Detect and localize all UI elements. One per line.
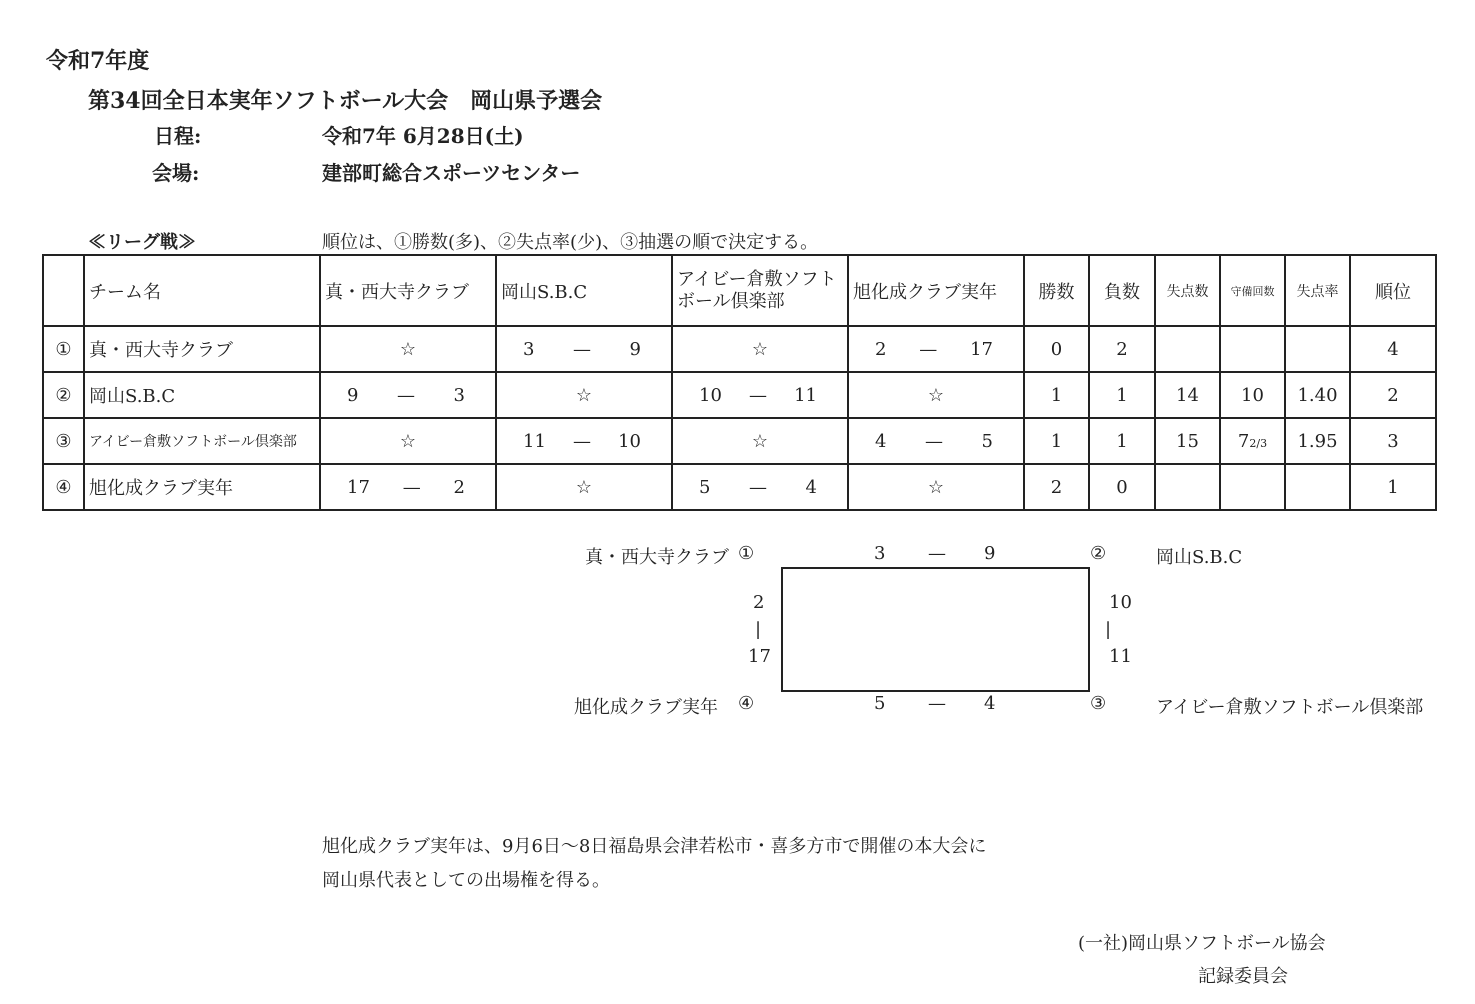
runs-allowed-cell: 15: [1155, 418, 1220, 464]
diagram-team-top-left: 真・西大寺クラブ: [585, 547, 729, 568]
diagram-top-score-b: 9: [984, 543, 996, 564]
wins-cell: 1: [1024, 372, 1089, 418]
rank-cell: 2: [1350, 372, 1436, 418]
result-note-line2: 岡山県代表としての出場権を得る。: [322, 870, 610, 891]
score-away: 4: [805, 476, 817, 498]
match-score: [320, 372, 496, 418]
table-row: [43, 372, 1436, 418]
header-team-1: 真・西大寺クラブ: [320, 255, 496, 326]
wins-cell: 0: [1024, 326, 1089, 372]
match-score: [320, 464, 496, 510]
league-table: [42, 254, 1437, 511]
score-home: 5: [699, 476, 711, 498]
row-team: アイビー倉敷ソフトボール倶楽部: [84, 418, 320, 464]
table-row: [43, 464, 1436, 510]
schedule-label: 日程:: [154, 124, 202, 148]
era-cell: 1.95: [1285, 418, 1350, 464]
league-label: ≪リーグ戦≫: [88, 232, 196, 253]
rank-cell: 1: [1350, 464, 1436, 510]
match-score: [496, 418, 672, 464]
diagram-no-bottom-right: ③: [1090, 693, 1107, 714]
league-rule: 順位は、①勝数(多)、②失点率(少)、③抽選の順で決定する。: [322, 232, 819, 253]
losses-cell: 1: [1089, 418, 1155, 464]
diagram-box: [781, 567, 1090, 692]
score-dash: —: [402, 476, 421, 498]
diagram-bottom-dash: —: [928, 693, 946, 714]
row-number: ③: [43, 418, 84, 464]
score-away: 9: [629, 338, 641, 360]
diagram-no-top-left: ①: [738, 543, 755, 564]
row-team: 真・西大寺クラブ: [84, 326, 320, 372]
no-match-star: ☆: [496, 464, 672, 510]
header-innings: 守備回数: [1220, 255, 1285, 326]
diagram-right-score-b: 11: [1109, 646, 1132, 667]
no-match-star: ☆: [848, 372, 1024, 418]
score-home: 3: [523, 338, 535, 360]
result-note-line1: 旭化成クラブ実年は、9月6日～8日福島県会津若松市・喜多方市で開催の本大会に: [322, 836, 987, 857]
self-match-star: ☆: [672, 418, 848, 464]
match-score: [848, 418, 1024, 464]
runs-allowed-cell: 14: [1155, 372, 1220, 418]
score-home: 4: [875, 430, 887, 452]
header-rank: 順位: [1350, 255, 1436, 326]
score-home: 17: [347, 476, 370, 498]
diagram-left-score-b: 17: [748, 646, 771, 667]
match-score: [672, 372, 848, 418]
header-wins: 勝数: [1024, 255, 1089, 326]
innings-cell: 10: [1220, 372, 1285, 418]
diagram-team-bottom-right: アイビー倉敷ソフトボール倶楽部: [1156, 697, 1424, 718]
venue-label: 会場:: [152, 161, 200, 185]
rank-cell: 4: [1350, 326, 1436, 372]
score-home: 11: [523, 430, 546, 452]
schedule-value: 令和7年 6月28日(土): [322, 124, 524, 148]
no-match-star: ☆: [672, 326, 848, 372]
header-team-3-line1: アイビー倉敷ソフト: [677, 268, 837, 290]
row-number: ②: [43, 372, 84, 418]
header-losses: 負数: [1089, 255, 1155, 326]
diagram-team-top-right: 岡山S.B.C: [1156, 547, 1243, 568]
diagram-bottom-score-b: 4: [984, 693, 996, 714]
diagram-team-bottom-left: 旭化成クラブ実年: [574, 697, 718, 718]
diagram-no-bottom-left: ④: [738, 693, 755, 714]
score-home: 9: [347, 384, 359, 406]
row-team: 岡山S.B.C: [84, 372, 320, 418]
losses-cell: 1: [1089, 372, 1155, 418]
score-away: 17: [970, 338, 993, 360]
score-dash: —: [573, 430, 591, 452]
score-away: 5: [981, 430, 993, 452]
score-home: 10: [699, 384, 722, 406]
header-team-4: 旭化成クラブ実年: [848, 255, 1024, 326]
header-runs-allowed: 失点数: [1155, 255, 1220, 326]
diagram-right-score-a: 10: [1109, 592, 1132, 613]
diagram-left-score-a: 2: [753, 592, 765, 613]
diagram-no-top-right: ②: [1090, 543, 1107, 564]
match-score: [496, 326, 672, 372]
table-header-row: [43, 255, 1436, 326]
self-match-star: ☆: [848, 464, 1024, 510]
diagram-left-bar: |: [755, 619, 762, 640]
no-match-star: ☆: [320, 418, 496, 464]
header-team-3-line2: ボール倶楽部: [677, 290, 785, 312]
self-match-star: ☆: [496, 372, 672, 418]
row-number: ④: [43, 464, 84, 510]
header-team: チーム名: [84, 255, 320, 326]
diagram-bottom-score-a: 5: [874, 693, 886, 714]
era-cell: [1285, 464, 1350, 510]
era-heading: 令和7年度: [46, 48, 150, 74]
page-title: 第34回全日本実年ソフトボール大会 岡山県予選会: [88, 88, 603, 114]
losses-cell: 2: [1089, 326, 1155, 372]
era-cell: 1.40: [1285, 372, 1350, 418]
losses-cell: 0: [1089, 464, 1155, 510]
wins-cell: 1: [1024, 418, 1089, 464]
diagram-top-score-a: 3: [874, 543, 886, 564]
footer-committee: 記録委員会: [1198, 966, 1288, 987]
score-away: 2: [453, 476, 465, 498]
table-row: [43, 418, 1436, 464]
rank-cell: 3: [1350, 418, 1436, 464]
venue-value: 建部町総合スポーツセンター: [322, 161, 581, 185]
innings-cell: [1220, 464, 1285, 510]
header-era: 失点率: [1285, 255, 1350, 326]
table-row: [43, 326, 1436, 372]
score-dash: —: [749, 476, 767, 498]
row-number: ①: [43, 326, 84, 372]
score-away: 3: [453, 384, 465, 406]
header-team-3: [672, 255, 848, 326]
score-dash: —: [925, 430, 943, 452]
diagram-right-bar: |: [1105, 619, 1112, 640]
match-score: [672, 464, 848, 510]
score-dash: —: [919, 338, 938, 360]
innings-cell: [1220, 326, 1285, 372]
row-team: 旭化成クラブ実年: [84, 464, 320, 510]
score-dash: —: [397, 384, 415, 406]
self-match-star: ☆: [320, 326, 496, 372]
diagram-top-dash: —: [928, 543, 946, 564]
runs-allowed-cell: [1155, 326, 1220, 372]
footer-organization: (一社)岡山県ソフトボール協会: [1078, 933, 1326, 954]
innings-cell: [1220, 418, 1285, 464]
wins-cell: 2: [1024, 464, 1089, 510]
score-away: 10: [618, 430, 641, 452]
innings-whole: 7: [1237, 430, 1250, 452]
header-no: [43, 255, 84, 326]
score-dash: —: [573, 338, 591, 360]
innings-fraction: 2/3: [1249, 436, 1268, 450]
runs-allowed-cell: [1155, 464, 1220, 510]
header-team-2: 岡山S.B.C: [496, 255, 672, 326]
score-dash: —: [749, 384, 767, 406]
score-away: 11: [794, 384, 817, 406]
score-home: 2: [875, 338, 887, 360]
era-cell: [1285, 326, 1350, 372]
match-score: [848, 326, 1024, 372]
